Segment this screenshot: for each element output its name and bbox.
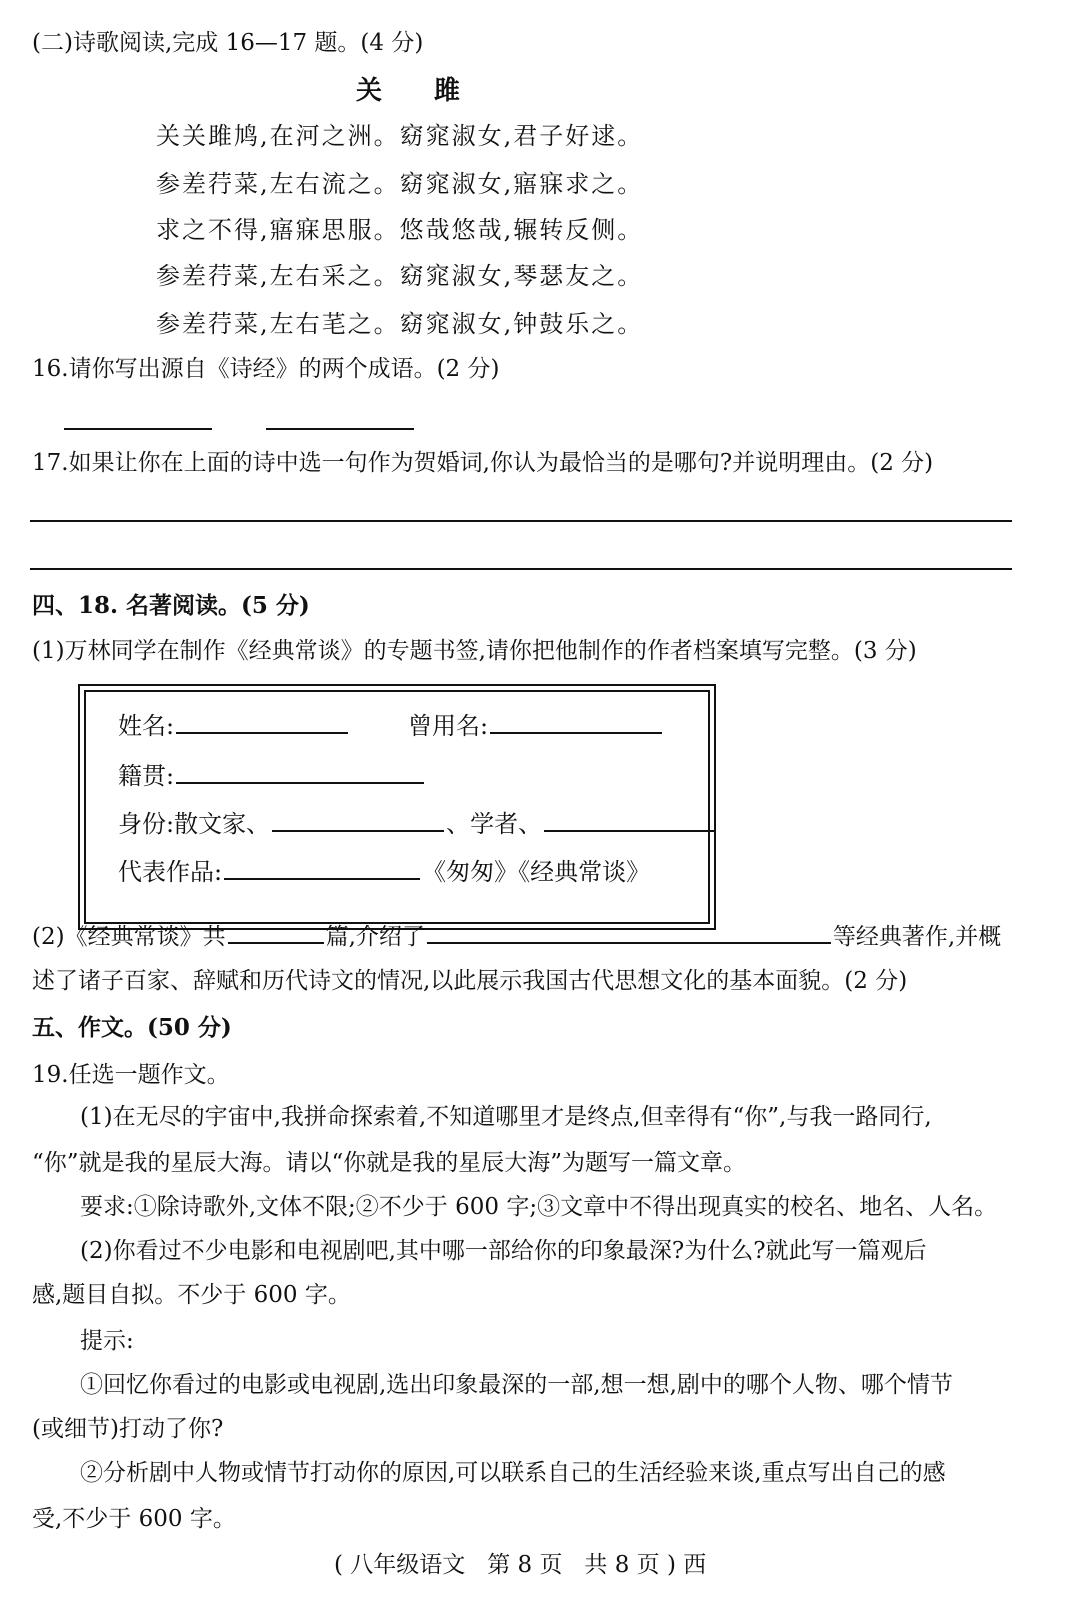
- poem-title-left: 关: [356, 76, 385, 106]
- identity-label: 身份:散文家、: [118, 810, 271, 838]
- section-heading: 四、18. 名著阅读。(5 分): [32, 592, 310, 619]
- question-16: 16.请你写出源自《诗经》的两个成语。(2 分): [32, 356, 500, 382]
- part2-text-a: (2)《经典常谈》共: [32, 924, 226, 950]
- page-footer: ( 八年级语文 第 8 页 共 8 页 ) 西: [334, 1552, 707, 1578]
- question-19: 19.任选一题作文。: [32, 1062, 230, 1088]
- part2-text-c: 等经典著作,并概: [832, 924, 1002, 950]
- essay-option-2: (2)你看过不少电影和电视剧吧,其中哪一部给你的印象最深?为什么?就此写一篇观后: [80, 1238, 927, 1264]
- name-label: 姓名:: [118, 712, 175, 740]
- hint-1: ①回忆你看过的电影或电视剧,选出印象最深的一部,想一想,剧中的哪个人物、哪个情节: [80, 1372, 953, 1398]
- answer-line-1[interactable]: [30, 520, 1012, 522]
- poem-line: 求之不得,寤寐思服。悠哉悠哉,辗转反侧。: [156, 216, 644, 244]
- hint-2: ②分析剧中人物或情节打动你的原因,可以联系自己的生活经验来谈,重点写出自己的感: [80, 1460, 946, 1486]
- poem-line: 参差荇菜,左右芼之。窈窕淑女,钟鼓乐之。: [156, 310, 644, 338]
- name-blank[interactable]: [176, 712, 348, 734]
- essay-option-1: (1)在无尽的宇宙中,我拼命探索着,不知道哪里才是终点,但幸得有“你”,与我一路同行,: [80, 1104, 932, 1130]
- chapter-count-blank[interactable]: [228, 922, 324, 944]
- works-suffix: 《匆匆》《经典常谈》: [422, 858, 651, 886]
- hint-1-cont: (或细节)打动了你?: [32, 1416, 224, 1442]
- answer-blank-idiom-2[interactable]: [266, 428, 414, 430]
- part2-text-b: 篇,介绍了: [325, 924, 425, 950]
- question-18-part2: [32, 922, 1001, 952]
- identity-blank-1[interactable]: [272, 810, 444, 832]
- card-row-works: [118, 858, 650, 887]
- answer-line-2[interactable]: [30, 568, 1012, 570]
- section-heading: 五、作文。(50 分): [32, 1014, 232, 1041]
- question-18-part2-cont: 述了诸子百家、辞赋和历代诗文的情况,以此展示我国古代思想文化的基本面貌。(2 分): [32, 968, 908, 994]
- card-row-hometown: [118, 762, 426, 791]
- section-heading: (二)诗歌阅读,完成 16—17 题。(4 分): [32, 30, 424, 56]
- former-name-blank[interactable]: [490, 712, 662, 734]
- poem-title-right: 雎: [434, 76, 463, 106]
- card-row-identity: [118, 810, 718, 839]
- hometown-label: 籍贯:: [118, 762, 175, 790]
- essay-option-2-cont: 感,题目自拟。不少于 600 字。: [32, 1282, 351, 1308]
- question-18-part1: (1)万林同学在制作《经典常谈》的专题书签,请你把他制作的作者档案填写完整。(3 分): [32, 638, 917, 664]
- classics-blank[interactable]: [427, 922, 831, 944]
- hometown-blank[interactable]: [176, 762, 424, 784]
- poem-line: 参差荇菜,左右流之。窈窕淑女,寤寐求之。: [156, 170, 644, 198]
- identity-mid: 、学者、: [446, 810, 543, 838]
- identity-blank-2[interactable]: [544, 810, 716, 832]
- former-name-label: 曾用名:: [408, 712, 489, 740]
- poem-line: 关关雎鸠,在河之洲。窈窕淑女,君子好逑。: [156, 122, 644, 150]
- answer-blank-idiom-1[interactable]: [64, 428, 212, 430]
- works-blank[interactable]: [224, 858, 420, 880]
- hint-2-cont: 受,不少于 600 字。: [32, 1506, 236, 1532]
- card-row-former-name: [408, 712, 664, 741]
- works-label: 代表作品:: [118, 858, 223, 886]
- essay-requirement: 要求:①除诗歌外,文体不限;②不少于 600 字;③文章中不得出现真实的校名、地名、人名。: [80, 1194, 998, 1220]
- question-17: 17.如果让你在上面的诗中选一句作为贺婚词,你认为最恰当的是哪句?并说明理由。(2 分): [32, 450, 934, 476]
- hint-label: 提示:: [80, 1328, 134, 1354]
- card-row-name: [118, 712, 350, 741]
- poem-line: 参差荇菜,左右采之。窈窕淑女,琴瑟友之。: [156, 262, 644, 290]
- essay-option-1-cont: “你”就是我的星辰大海。请以“你就是我的星辰大海”为题写一篇文章。: [32, 1150, 747, 1176]
